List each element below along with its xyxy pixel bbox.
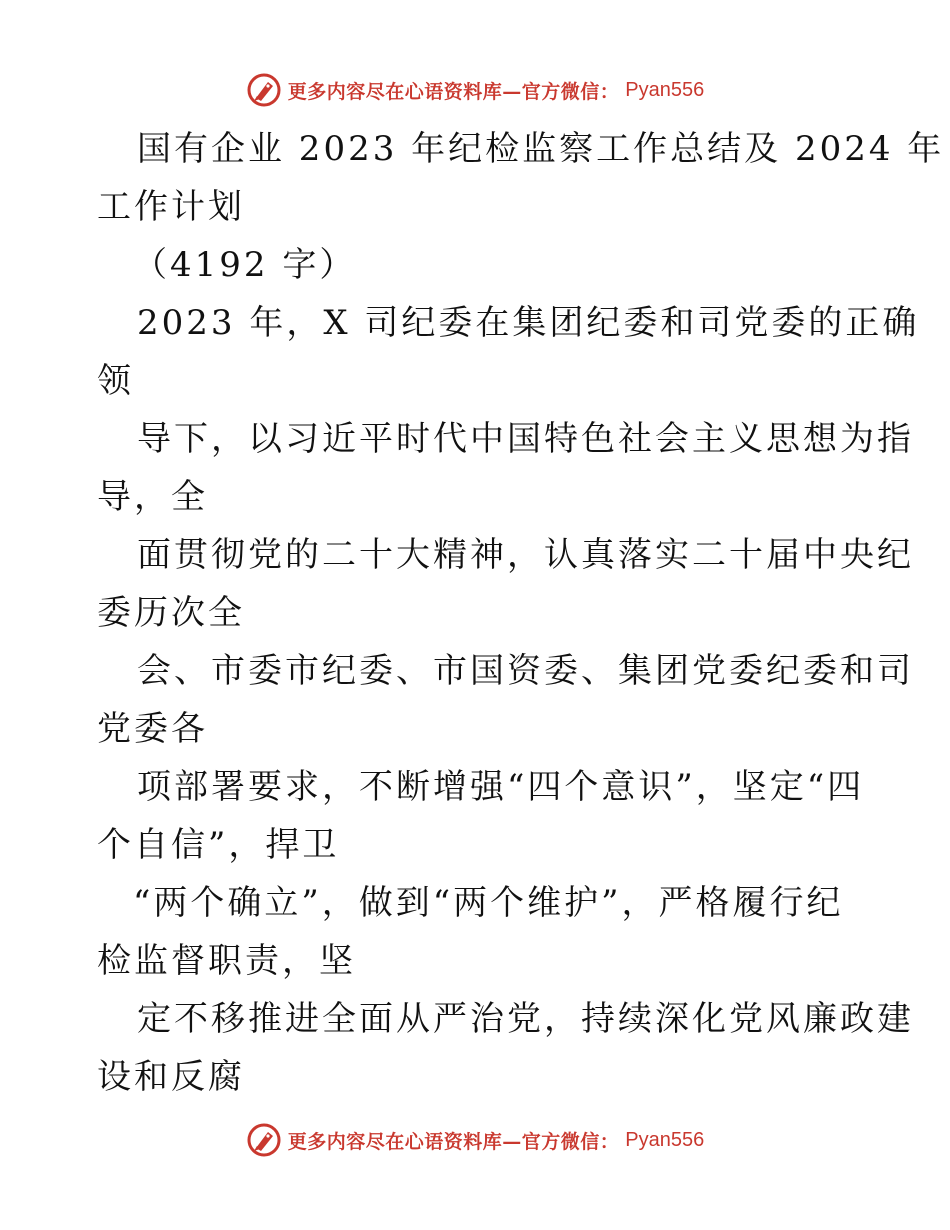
doc-title-line-1: 国有企业 2023 年纪检监察工作总结及 2024 年 [137, 129, 945, 169]
paragraph-line: 项部署要求，不断增强“四个意识”，坚定“四 [137, 767, 865, 807]
banner-text: 更多内容尽在心语资料库—官方微信： [287, 80, 620, 103]
banner-contact: Pyan556 [625, 78, 705, 101]
banner-text: 更多内容尽在心语资料库—官方微信： [287, 1130, 620, 1153]
pen-nib-logo-icon [246, 1122, 282, 1158]
paragraph-line: “两个确立”，做到“两个维护”，严格履行纪 [133, 883, 844, 923]
paragraph-line: 面贯彻党的二十大精神，认真落实二十届中央纪 [137, 535, 914, 575]
paragraph-line: 领 [97, 361, 134, 401]
paragraph-line: 个自信”，捍卫 [97, 825, 340, 865]
pen-nib-logo-icon [246, 72, 282, 108]
paragraph-line: 会、市委市纪委、市国资委、集团党委纪委和司 [137, 651, 914, 691]
word-count: （4192 字） [133, 245, 357, 285]
paragraph-line: 设和反腐 [97, 1057, 245, 1097]
document-body [97, 120, 945, 1106]
paragraph-line: 定不移推进全面从严治党，持续深化党风廉政建 [137, 999, 914, 1039]
paragraph-line: 导下，以习近平时代中国特色社会主义思想为指 [137, 419, 914, 459]
paragraph-line: 导，全 [97, 477, 208, 517]
footer-banner [0, 1120, 950, 1160]
paragraph-line: 2023 年，X 司纪委在集团纪委和司党委的正确 [137, 303, 920, 343]
paragraph-line: 检监督职责，坚 [97, 941, 356, 981]
paragraph-line: 委历次全 [97, 593, 245, 633]
header-banner [0, 70, 950, 110]
doc-title-line-2: 工作计划 [97, 187, 245, 227]
banner-contact: Pyan556 [625, 1128, 705, 1151]
paragraph-line: 党委各 [97, 709, 208, 749]
